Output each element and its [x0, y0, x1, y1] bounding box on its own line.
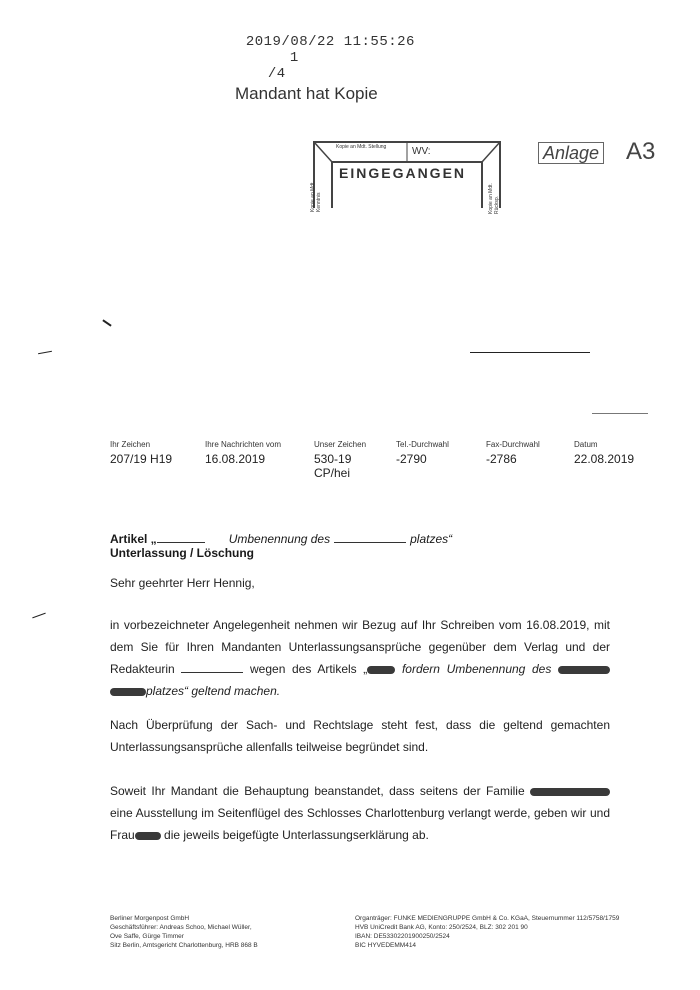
redaction-blot — [110, 688, 146, 696]
subject-prefix: Artikel „ — [110, 532, 157, 546]
ref-value-unser-zeichen: 530-19 CP/hei — [314, 452, 352, 480]
ref-label-unser-zeichen: Unser Zeichen — [314, 440, 367, 449]
paragraph-2: Nach Überprüfung der Sach- und Rechtslage steht fest, dass die geltend gemachten Unterlassungsansprüche allenfalls teilweise begründet sind. — [110, 718, 610, 754]
ref-label-datum: Datum — [574, 440, 598, 449]
redaction-line — [592, 413, 648, 414]
ref-value-tel: -2790 — [396, 452, 427, 466]
subject-middle: Umbenennung des — [228, 532, 331, 546]
para1-text-b: wegen des Artikels „ — [250, 662, 368, 676]
subject-line-1 — [110, 532, 452, 546]
subject-line-2: Unterlassung / Löschung — [110, 546, 255, 560]
received-stamp — [310, 140, 502, 214]
redaction-line — [157, 542, 205, 543]
salutation: Sehr geehrter Herr Hennig, — [110, 576, 255, 590]
annex-word: Anlage — [538, 142, 604, 164]
punch-mark — [32, 613, 45, 619]
annex-label — [538, 143, 604, 164]
footer-right-line: IBAN: DE53302201900250/2524 — [355, 933, 450, 940]
stamp-side-right-label: Kopie an Mdt. Rücksp. — [488, 183, 500, 214]
ref-label-fax: Fax-Durchwahl — [486, 440, 540, 449]
redaction-blot — [367, 666, 395, 674]
para1-text-a: in vorbezeichneter Angelegenheit nehmen wir Bezug auf Ihr Schreiben vom 16.08.2019, mit dem Sie für Ihren Mandanten Unterlassungsansprüche gegenüber dem Verlag und der Redakteurin — [110, 618, 610, 676]
footer-left-line: Geschäftsführer: Andreas Schoo, Michael Wüller, — [110, 924, 252, 931]
redaction-blot — [135, 832, 161, 840]
footer-right-line: Organträger: FUNKE MEDIENGRUPPE GmbH & Co. KGaA, Steuernummer 112/5758/1759 — [355, 915, 620, 922]
para3-text-a: Soweit Ihr Mandant die Behauptung beanstandet, dass seitens der Familie — [110, 784, 525, 798]
redaction-blot — [558, 666, 610, 674]
fax-datetime: 2019/08/22 11:55:26 — [245, 34, 415, 50]
fax-transmission-header — [228, 18, 415, 82]
footer-left-line: Sitz Berlin, Amtsgericht Charlottenburg, HRB 868 B — [110, 942, 258, 949]
para1-text-c: fordern Umbenennung des — [401, 662, 552, 676]
subject-end: platzes“ — [410, 532, 453, 546]
ref-label-ihre-nachrichten: Ihre Nachrichten vom — [205, 440, 282, 449]
stamp-side-left-label: Kopie an Mdt. Kenntnis — [310, 181, 322, 212]
ref-value-ihre-nachrichten: 16.08.2019 — [205, 452, 266, 466]
para1-text-d: platzes“ geltend machen. — [146, 684, 281, 698]
stamp-main-label: EINGEGANGEN — [339, 165, 467, 181]
footer-company-info — [110, 914, 258, 950]
para3-text-b: eine Ausstellung im Seitenflügel des Schlosses Charlottenburg verlangt werde, geben wir und Frau — [110, 806, 610, 842]
annex-number: A3 — [626, 138, 656, 165]
footer-bank-info — [355, 914, 619, 950]
redaction-line — [470, 352, 590, 353]
ref-label-ihr-zeichen: Ihr Zeichen — [110, 440, 151, 449]
ref-value-datum: 22.08.2019 — [574, 452, 635, 466]
stamp-top-left-label: Kopie an Mdt. Stellung — [336, 144, 387, 150]
subject — [110, 532, 452, 560]
handwritten-note: Mandant hat Kopie — [235, 84, 378, 103]
paragraph-1 — [110, 614, 610, 702]
scan-mark — [102, 319, 111, 326]
punch-mark — [38, 351, 52, 354]
footer-right-line: BIC HYVEDEMM414 — [355, 942, 417, 949]
footer-right-line: HVB UniCredit Bank AG, Konto: 250/2524, BLZ: 302 201 90 — [355, 924, 528, 931]
ref-value-fax: -2786 — [486, 452, 517, 466]
para3-text-c: die jeweils beigefügte Unterlassungserklärung ab. — [164, 828, 429, 842]
paragraph-3 — [110, 780, 610, 846]
stamp-wv-label: WV: — [412, 146, 431, 157]
footer-left-line: Ove Saffe, Gürge Timmer — [110, 933, 184, 940]
fax-page-total: /4 — [267, 66, 286, 82]
redaction-line — [334, 542, 406, 543]
footer-left-line: Berliner Morgenpost GmbH — [110, 915, 190, 922]
redaction-blot — [530, 788, 610, 796]
fax-page-number: 1 — [289, 50, 299, 66]
redaction-line — [181, 672, 243, 673]
ref-label-tel: Tel.-Durchwahl — [396, 440, 449, 449]
ref-value-ihr-zeichen: 207/19 H19 — [110, 452, 173, 466]
